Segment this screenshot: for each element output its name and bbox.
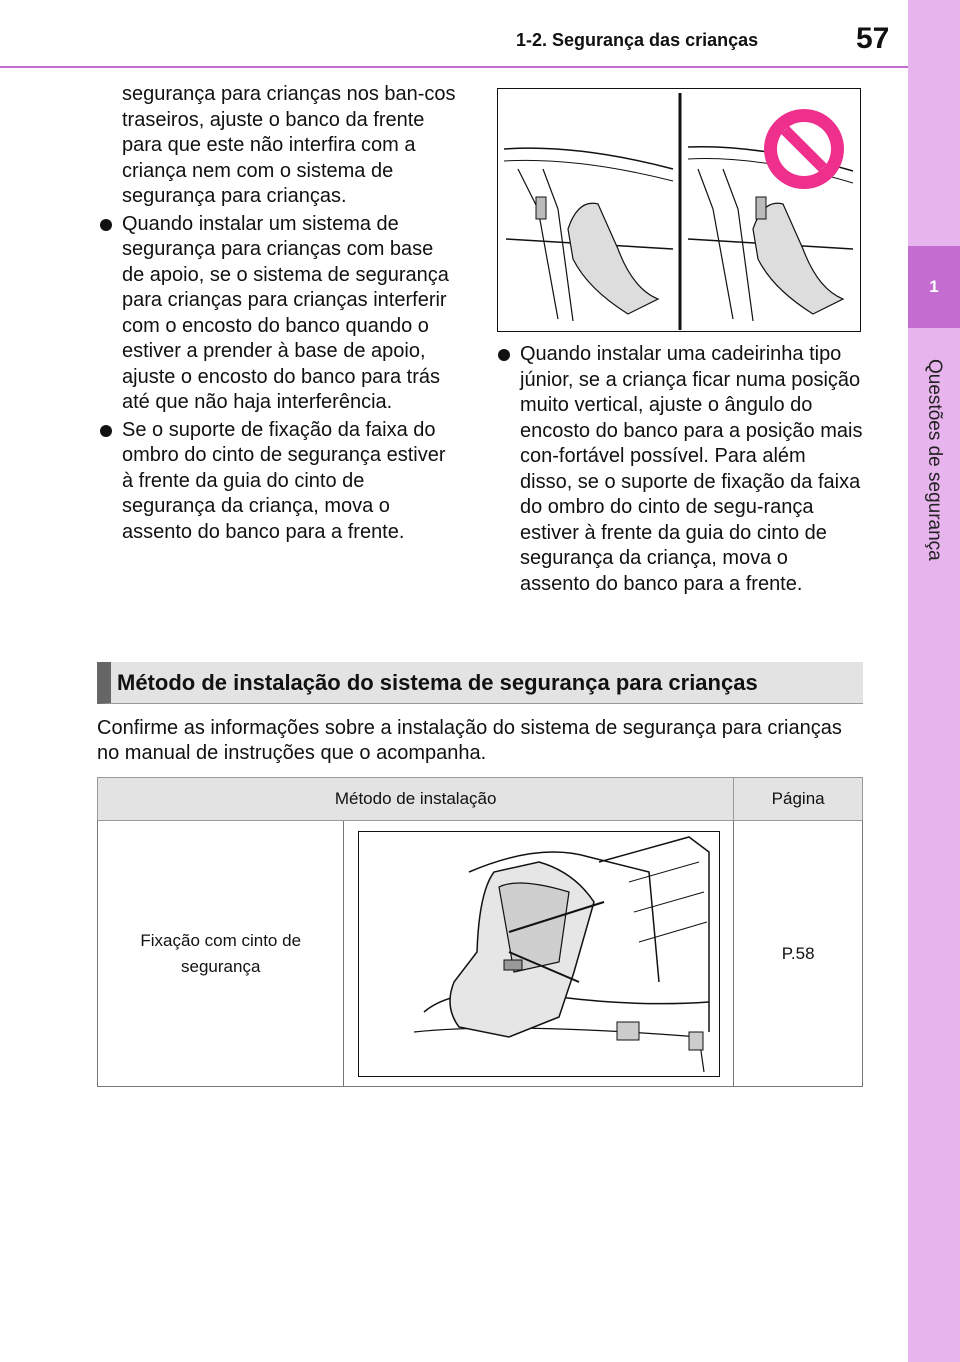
child-seat-illustration [497,88,861,332]
bullet-text: Quando instalar uma cadeirinha tipo júnior, se a criança ficar numa posição muito vertical, ajuste o ângulo do encosto do banco para a posição mais con-fortável possível. Para além disso, se o suporte de fixação da faixa do ombro do cinto de segu-rança estiver à frente da guia do cinto de segurança da criança, mova o assento do banco para a frente. [520,343,863,595]
method-illustration-cell [344,821,734,1087]
right-column [498,342,863,599]
bullet-icon [100,425,112,437]
page-reference-cell: P.58 [734,821,863,1087]
seat-belt-installation-illustration [358,831,720,1077]
method-header: Método de instalação [98,778,734,821]
bullet-text: Quando instalar um sistema de segurança para crianças com base de apoio, se o sistema de segurança para crianças para crianças interferir com o encosto do banco quando o estiver a prender à base de apoio, ajuste o encosto do banco para trás até que não haja interferência. [122,212,449,413]
continuation-paragraph: segurança para crianças nos ban-cos traseiros, ajuste o banco da frente para que este não interfira com a criança nem com o sistema de segurança para crianças. [122,83,456,207]
page-header: Página [734,778,863,821]
chapter-number: 1 [908,246,960,328]
section-intro: Confirme as informações sobre a instalação do sistema de segurança para crianças no manual de instruções que o acompanha. [97,717,842,764]
bullet-item [100,418,460,546]
bullet-icon [100,219,112,231]
car-interior-drawing [498,89,859,330]
table-header-row [98,778,863,821]
page-number: 57 [856,22,890,55]
method-cell: Fixação com cinto de segurança [98,821,344,1087]
bullet-item [498,342,863,597]
section-title: 1-2. Segurança das crianças [516,30,759,50]
bullet-text: Se o suporte de fixação da faixa do ombro do cinto de segurança estiver à frente da guia do cinto de segurança da criança, mova o assento do banco para a frente. [122,418,446,543]
section-heading: Método de instalação do sistema de segurança para crianças [97,662,863,704]
bullet-icon [498,349,510,361]
installation-table [97,777,863,1087]
header-divider [0,66,908,68]
chapter-title: Questões de segurança [924,359,945,561]
chapter-sidebar [908,0,960,1362]
table-row [98,821,863,1087]
left-column [100,82,460,547]
child-seat-drawing [359,832,718,1075]
bullet-item [100,212,460,416]
